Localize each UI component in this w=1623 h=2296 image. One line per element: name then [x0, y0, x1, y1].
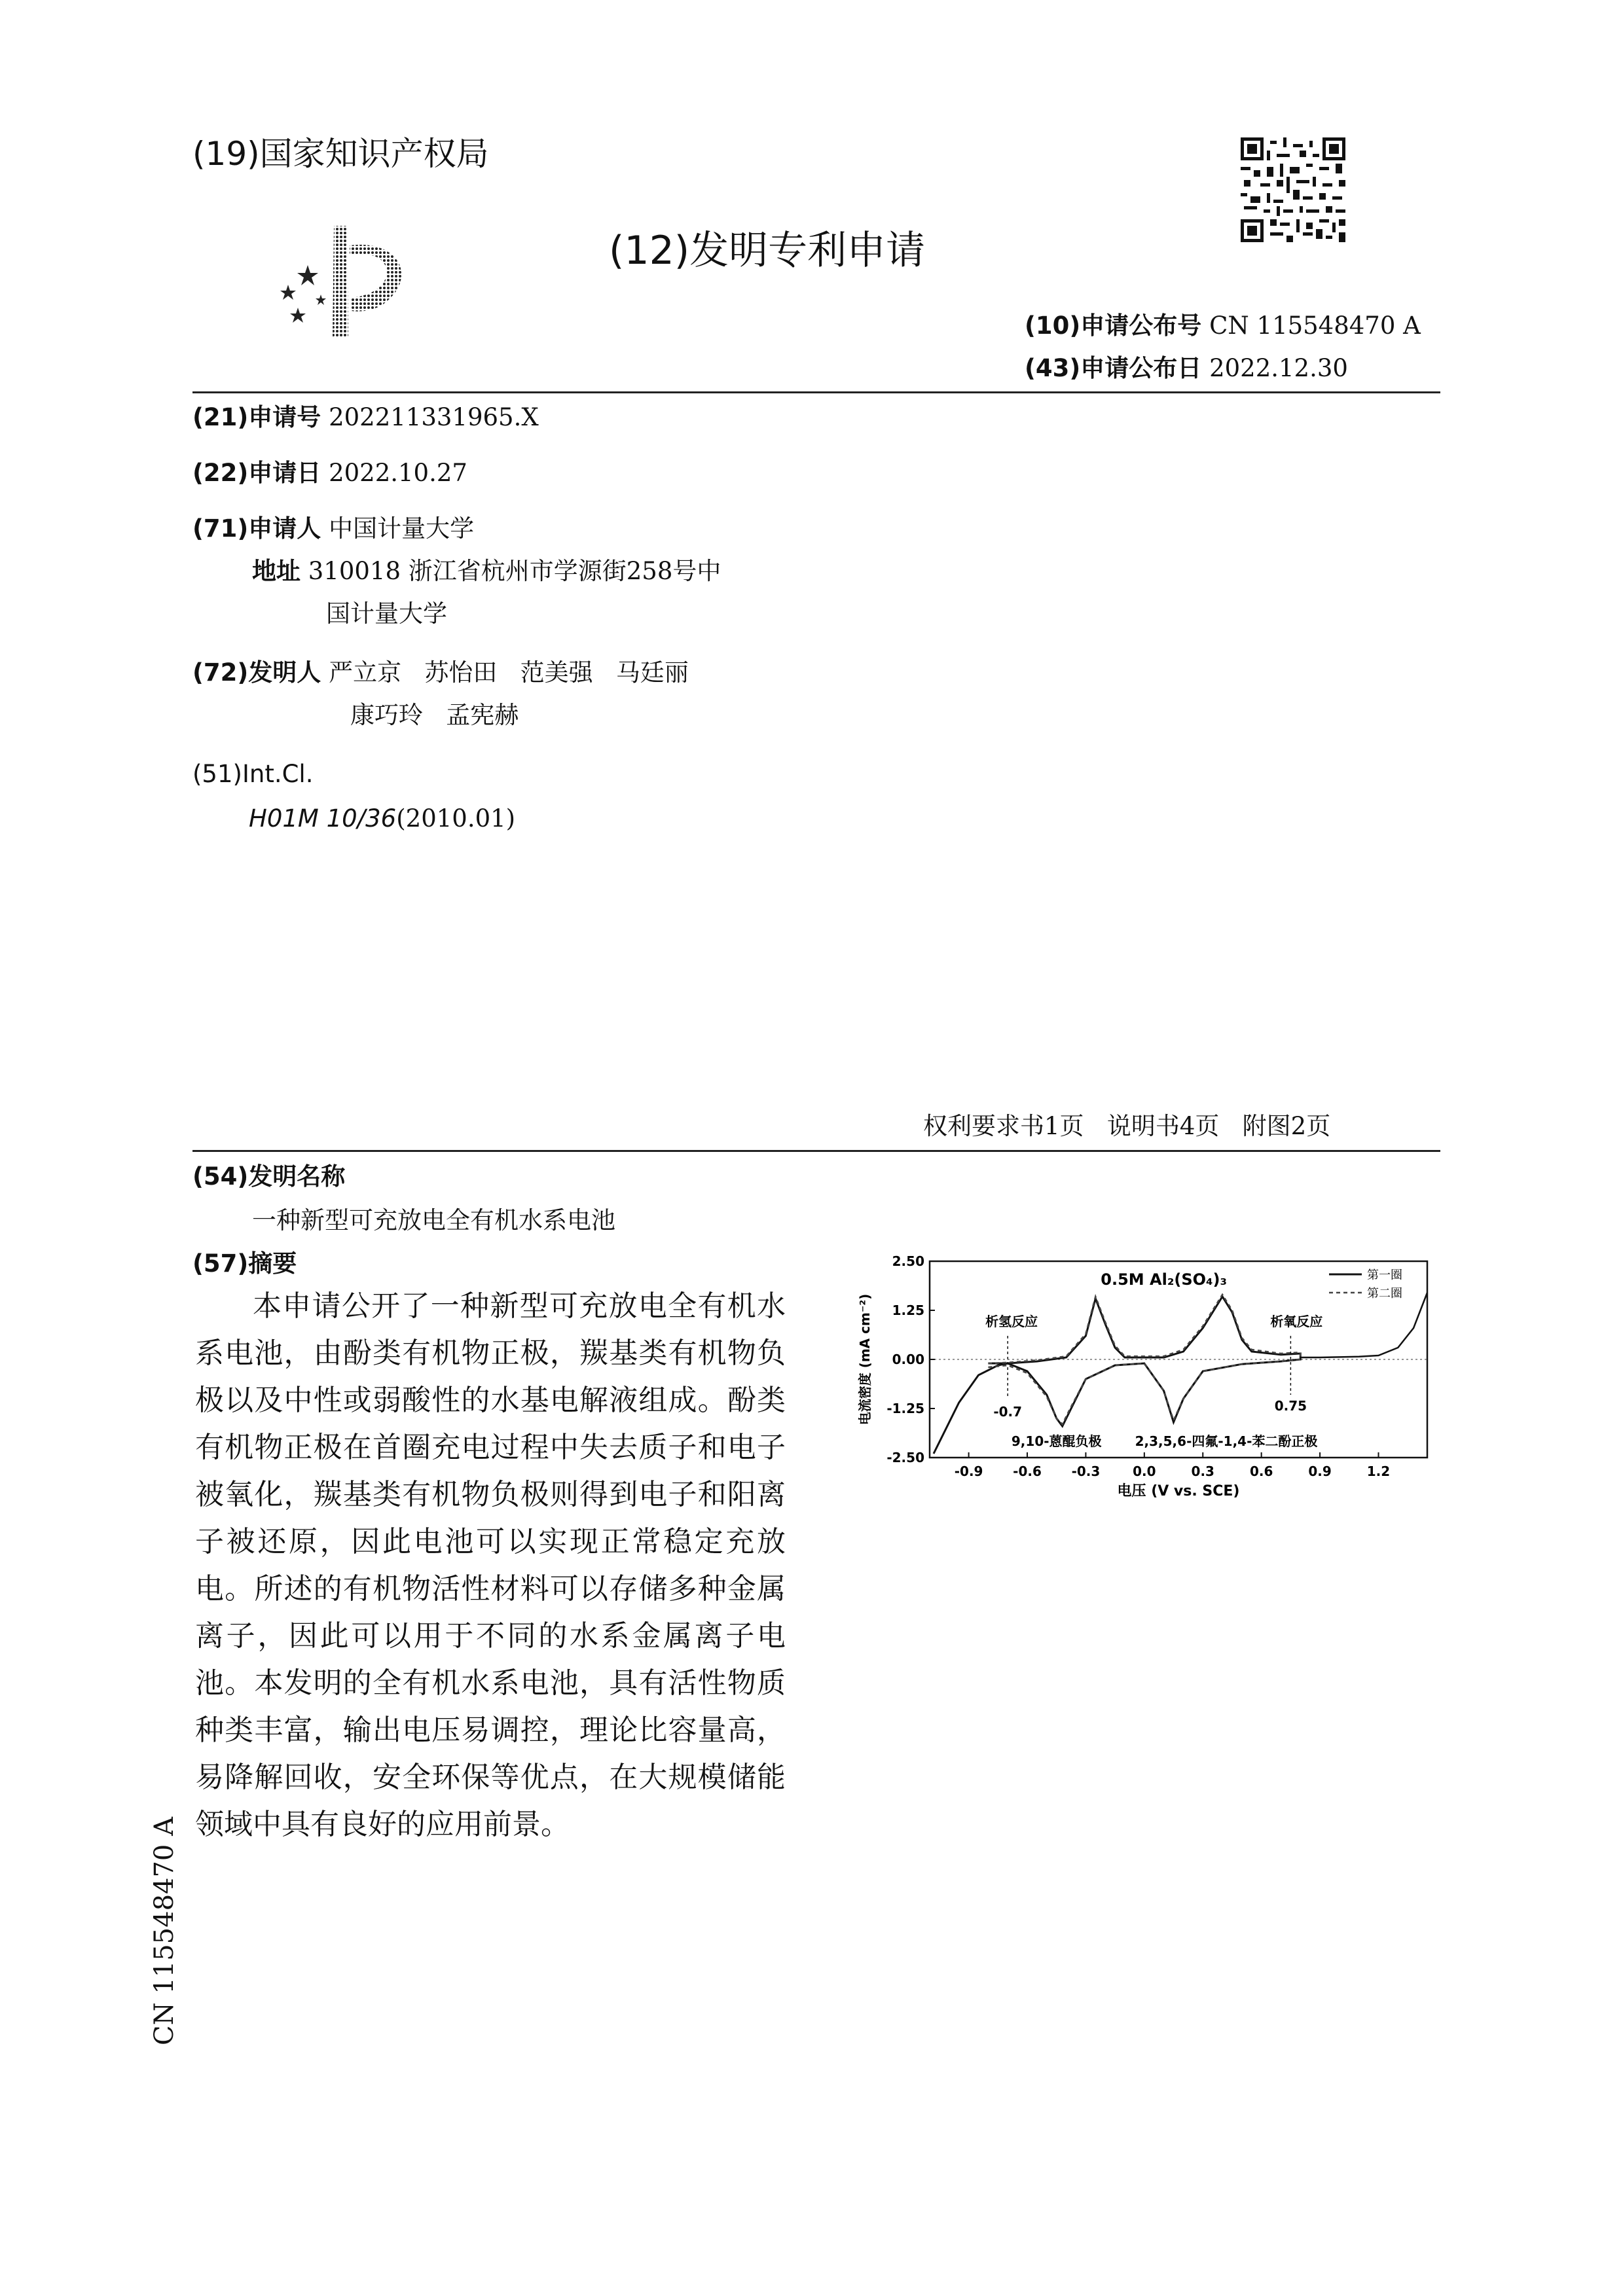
title-section-label: (54)发明名称: [192, 1162, 346, 1191]
int-cl-label: (51)Int.Cl.: [192, 760, 314, 788]
annotation-her: 析氢反应: [985, 1314, 1038, 1329]
y-tick-label: 2.50: [892, 1253, 924, 1269]
application-date: 2022.10.27: [329, 459, 467, 487]
int-cl-version: (2010.01): [396, 804, 516, 833]
y-tick-label: 1.25: [892, 1302, 924, 1318]
x-tick-label: 0.9: [1308, 1463, 1332, 1479]
x-tick-label: 0.3: [1191, 1463, 1214, 1479]
y-tick-label: -2.50: [886, 1450, 924, 1465]
qr-code: [1241, 137, 1345, 242]
office-name: (19)国家知识产权局: [192, 135, 489, 173]
x-tick-label: 0.0: [1133, 1463, 1156, 1479]
annotation-v-low: -0.7: [993, 1404, 1023, 1420]
x-tick-label: -0.3: [1071, 1463, 1101, 1479]
abstract-label: (57)摘要: [192, 1249, 297, 1278]
publication-number: CN 115548470 A: [1209, 312, 1421, 340]
side-publication-number: CN 115548470 A: [149, 1817, 179, 2045]
applicant-row: [192, 507, 474, 550]
y-tick-label: -1.25: [886, 1401, 924, 1416]
applicant-label: (71)申请人: [192, 514, 321, 543]
application-number-label: (21)申请号: [192, 403, 321, 431]
application-number: 202211331965.X: [329, 403, 539, 431]
x-tick-label: -0.9: [954, 1463, 983, 1479]
int-cl-row: [249, 797, 515, 840]
x-tick-label: 0.6: [1249, 1463, 1273, 1479]
annotation-v-high: 0.75: [1274, 1398, 1307, 1414]
publication-number-row: [1025, 304, 1421, 348]
application-number-row: [192, 396, 539, 439]
page-counts: 权利要求书1页 说明书4页 附图2页: [923, 1112, 1331, 1140]
header-rule: [192, 391, 1440, 393]
x-tick-label: 1.2: [1366, 1463, 1391, 1479]
annotation-cathode: 2,3,5,6-四氟-1,4-苯二酚正极: [1135, 1433, 1318, 1449]
cv-chart: [845, 1247, 1440, 1522]
address-row: [252, 550, 721, 593]
inventors-row: [192, 651, 689, 694]
legend-label-2: 第二圈: [1367, 1287, 1402, 1300]
section-rule: [192, 1150, 1440, 1152]
publication-date-row: [1025, 347, 1348, 390]
x-tick-label: -0.6: [1013, 1463, 1042, 1479]
annotation-oer: 析氧反应: [1270, 1314, 1323, 1329]
inventors-line-2: 康巧玲 孟宪赫: [350, 701, 519, 729]
abstract-text: 本申请公开了一种新型可充放电全有机水系电池，由酚类有机物正极，羰基类有机物负极以及中性或弱酸性的水基电解液组成。酚类有机物正极在首圈充电过程中失去质子和电子被氧化，羰基类有机物负极则得到电子和阳离子被还原，因此电池可以实现正常稳定充放电。所述的有机物活性材料可以存储多种金属离子，因此可以用于不同的水系金属离子电池。本发明的全有机水系电池，具有活性物质种类丰富，输出电压易调控，理论比容量高，易降解回收，安全环保等优点，在大规模储能领域中具有良好的应用前景。: [195, 1289, 786, 1841]
address-line-2: 国计量大学: [326, 600, 447, 628]
inventors-line-1: 严立京 苏怡田 范美强 马廷丽: [329, 658, 689, 687]
publication-number-label: (10)申请公布号: [1025, 312, 1202, 340]
publication-date: 2022.12.30: [1209, 354, 1348, 382]
document-type: (12)发明专利申请: [609, 228, 926, 274]
chart-title: 0.5M Al₂(SO₄)₃: [1101, 1270, 1228, 1289]
x-axis-label: 电压 (V vs. SCE): [1117, 1483, 1240, 1499]
publication-date-label: (43)申请公布日: [1025, 354, 1202, 382]
legend-label-1: 第一圈: [1367, 1268, 1402, 1282]
application-date-row: [192, 452, 467, 495]
inventors-label: (72)发明人: [192, 658, 321, 687]
address-label: 地址: [252, 557, 301, 585]
int-cl-code: H01M 10/36: [249, 804, 397, 833]
applicant: 中国计量大学: [329, 514, 475, 543]
application-date-label: (22)申请日: [192, 459, 321, 487]
annotation-anode: 9,10-蒽醌负极: [1011, 1433, 1102, 1449]
invention-title: 一种新型可充放电全有机水系电池: [252, 1206, 615, 1234]
address-line-1: 310018 浙江省杭州市学源街258号中: [308, 557, 721, 585]
y-tick-label: 0.00: [892, 1352, 924, 1367]
cv-plot-area: [857, 1253, 1427, 1499]
y-axis-label: 电流密度 (mA cm⁻²): [857, 1293, 873, 1426]
cnipa-logo: [268, 219, 426, 344]
